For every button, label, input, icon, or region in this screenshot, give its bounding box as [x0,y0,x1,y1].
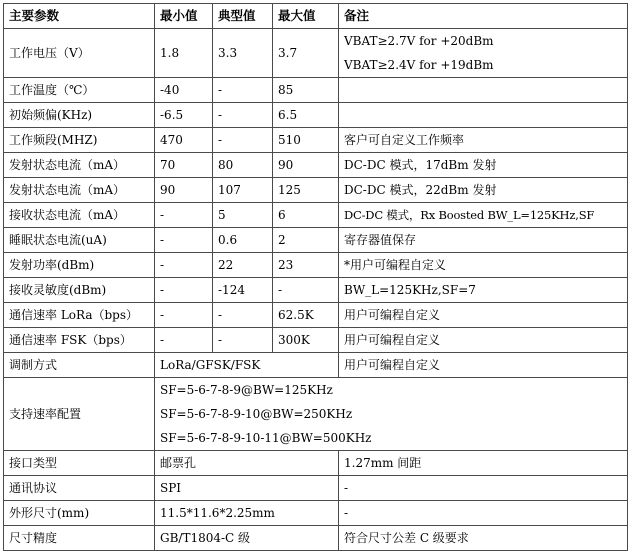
typ-cell: - [213,78,273,103]
min-cell: - [155,278,213,303]
max-cell: 2 [273,228,339,253]
min-cell: 1.8 [155,29,213,78]
table-row [4,278,628,303]
param-cell: 调制方式 [4,353,155,378]
note-cell: DC-DC 模式，Rx Boosted BW_L=125KHz,SF [339,203,628,228]
note-cell: 用户可编程自定义 [339,303,628,328]
table-row [4,103,628,128]
param-cell: 工作温度（℃） [4,78,155,103]
typ-cell: 5 [213,203,273,228]
header-param: 主要参数 [4,4,155,29]
typ-cell: 80 [213,153,273,178]
table-row [4,253,628,278]
min-cell: - [155,328,213,353]
max-cell: - [273,278,339,303]
param-cell: 接收灵敏度(dBm) [4,278,155,303]
max-cell: 6 [273,203,339,228]
max-cell: 90 [273,153,339,178]
table-row [4,476,628,501]
table-row [4,203,628,228]
param-cell: 支持速率配置 [4,378,155,451]
note-cell [339,103,628,128]
typ-cell: - [213,128,273,153]
table-row-rates [4,378,628,451]
table-row [4,328,628,353]
value-cell: 11.5*11.6*2.25mm [155,501,339,526]
min-cell: -6.5 [155,103,213,128]
param-cell: 通信速率 FSK（bps） [4,328,155,353]
note-cell: DC-DC 模式，17dBm 发射 [339,153,628,178]
note-cell: BW_L=125KHz,SF=7 [339,278,628,303]
header-note: 备注 [339,4,628,29]
table-row [4,303,628,328]
note-cell [339,78,628,103]
param-cell: 接口类型 [4,451,155,476]
param-cell: 初始频偏(KHz) [4,103,155,128]
note-cell: *用户可编程自定义 [339,253,628,278]
min-cell: 470 [155,128,213,153]
note-cell: 用户可编程自定义 [339,353,628,378]
typ-cell: 107 [213,178,273,203]
min-cell: - [155,303,213,328]
typ-cell: 22 [213,253,273,278]
param-cell: 通讯协议 [4,476,155,501]
value-cell: GB/T1804-C 级 [155,526,339,551]
header-min: 最小值 [155,4,213,29]
rate-line: SF=5-6-7-8-9-10-11@BW=500KHz [160,431,372,445]
note-cell [339,29,628,78]
min-cell: - [155,253,213,278]
max-cell: 62.5K [273,303,339,328]
min-cell: 90 [155,178,213,203]
max-cell: 125 [273,178,339,203]
min-cell: 70 [155,153,213,178]
min-cell: - [155,228,213,253]
typ-cell: - [213,328,273,353]
table-row [4,78,628,103]
param-cell: 发射功率(dBm) [4,253,155,278]
max-cell: 510 [273,128,339,153]
header-typ: 典型值 [213,4,273,29]
min-cell: - [155,203,213,228]
param-cell: 发射状态电流（mA） [4,153,155,178]
note-line: VBAT≥2.4V for +19dBm [344,58,494,72]
param-cell: 工作电压（V） [4,29,155,78]
typ-cell: 3.3 [213,29,273,78]
param-cell: 接收状态电流（mA） [4,203,155,228]
max-cell: 300K [273,328,339,353]
value-cell: LoRa/GFSK/FSK [155,353,339,378]
rate-line: SF=5-6-7-8-9-10@BW=250KHz [160,407,353,421]
table-row [4,228,628,253]
param-cell: 尺寸精度 [4,526,155,551]
max-cell: 85 [273,78,339,103]
table-row [4,29,628,78]
rate-line: SF=5-6-7-8-9@BW=125KHz [160,383,333,397]
rates-cell [155,378,628,451]
value-cell: SPI [155,476,339,501]
note-cell: 符合尺寸公差 C 级要求 [339,526,628,551]
max-cell: 6.5 [273,103,339,128]
max-cell: 3.7 [273,29,339,78]
typ-cell: - [213,303,273,328]
typ-cell: 0.6 [213,228,273,253]
table-row [4,153,628,178]
table-row-modulation [4,353,628,378]
note-cell: 1.27mm 间距 [339,451,628,476]
table-row [4,501,628,526]
table-row [4,128,628,153]
param-cell: 工作频段(MHZ) [4,128,155,153]
typ-cell: - [213,103,273,128]
header-row [4,4,628,29]
note-cell: DC-DC 模式，22dBm 发射 [339,178,628,203]
note-cell: - [339,476,628,501]
note-cell: 用户可编程自定义 [339,328,628,353]
table-row [4,178,628,203]
table-row [4,451,628,476]
min-cell: -40 [155,78,213,103]
param-cell: 睡眠状态电流(uA) [4,228,155,253]
param-cell: 发射状态电流（mA） [4,178,155,203]
header-max: 最大值 [273,4,339,29]
param-cell: 通信速率 LoRa（bps） [4,303,155,328]
spec-table [3,3,628,551]
max-cell: 23 [273,253,339,278]
note-cell: 寄存器值保存 [339,228,628,253]
note-cell: - [339,501,628,526]
note-cell: 客户可自定义工作频率 [339,128,628,153]
note-line: VBAT≥2.7V for +20dBm [344,34,494,48]
value-cell: 邮票孔 [155,451,339,476]
table-row [4,526,628,551]
param-cell: 外形尺寸(mm) [4,501,155,526]
typ-cell: -124 [213,278,273,303]
